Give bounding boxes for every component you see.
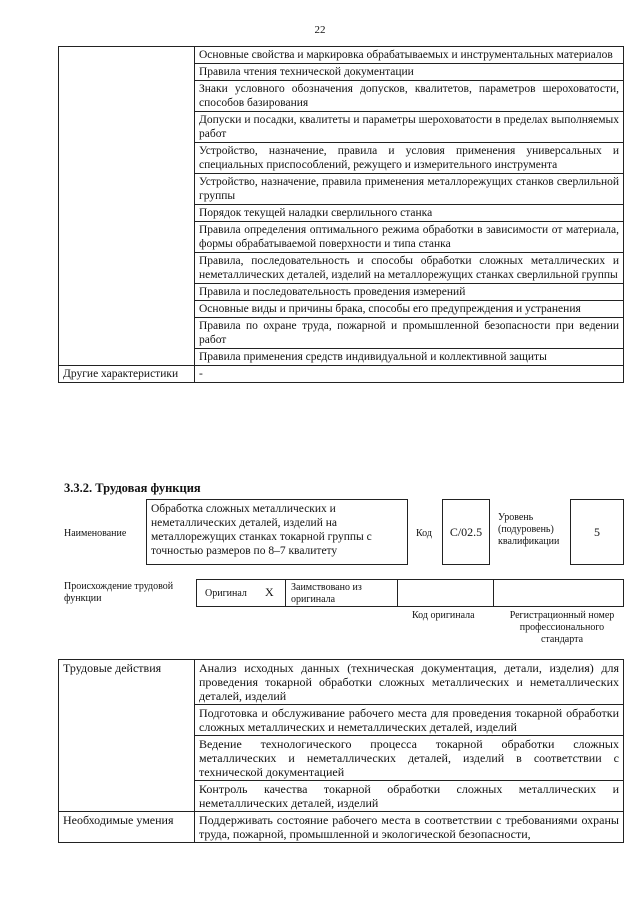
list-item: Устройство, назначение, правила и условия применения универсальных и специальных приспособлений, режущего и измерительного инструмента (195, 143, 624, 174)
knowledge-table (58, 46, 624, 383)
labor-actions-label: Трудовые действия (59, 660, 195, 812)
page-number: 22 (314, 24, 326, 36)
list-item: Порядок текущей наладки сверлильного станка (195, 205, 624, 222)
list-item: Правила определения оптимального режима обработки в зависимости от материала, формы обрабатываемой поверхности и типа станка (195, 222, 624, 253)
level-value-box: 5 (570, 499, 624, 565)
name-label: Наименование (64, 528, 127, 539)
list-item: Правила чтения технической документации (195, 64, 624, 81)
divider (285, 580, 286, 606)
list-item: Правила, последовательность и способы обработки сложных металлических и неметаллических деталей, изделий на металлорежущих станках сверлильной группы (195, 253, 624, 284)
list-item: Правила и последовательность проведения измерений (195, 284, 624, 301)
table-row (59, 47, 624, 64)
list-item: Знаки условного обозначения допусков, квалитетов, параметров шероховатости, способов базирования (195, 81, 624, 112)
list-item: Контроль качества токарной обработки сложных металлических и неметаллических деталей, изделий (195, 781, 624, 812)
code-label: Код (416, 528, 432, 539)
list-item: Ведение технологического процесса токарной обработки сложных металлических и неметаллических деталей, изделий в соответствии с технической документацией (195, 736, 624, 781)
code-value-box: C/02.5 (442, 499, 490, 565)
list-item: Подготовка и обслуживание рабочего места для проведения токарной обработки сложных металлических и неметаллических деталей, изделий (195, 705, 624, 736)
table-row (59, 812, 624, 843)
table-row (59, 660, 624, 705)
list-item: Основные виды и причины брака, способы его предупреждения и устранения (195, 301, 624, 318)
level-label: Уровень (подуровень) квалификации (498, 512, 560, 547)
function-name-box: Обработка сложных металлических и неметаллических деталей, изделий на металлорежущих станках токарной группы с точностью размеров по 8–7 квалитету (146, 499, 408, 565)
list-item: Правила применения средств индивидуальной и коллективной защиты (195, 349, 624, 366)
list-item: Основные свойства и маркировка обрабатываемых и инструментальных материалов (195, 47, 624, 64)
list-item: Поддерживать состояние рабочего места в соответствии с требованиями охраны труда, пожарной, промышленной и экологической безопасности, (195, 812, 624, 843)
origin-label: Происхождение трудовой функции (64, 581, 174, 604)
other-characteristics-label: Другие характеристики (59, 366, 195, 383)
origin-row (196, 579, 624, 607)
labor-actions-table (58, 659, 624, 843)
table-row (59, 366, 624, 383)
skills-label: Необходимые умения (59, 812, 195, 843)
original-label: Оригинал (205, 588, 247, 599)
list-item: Допуски и посадки, квалитеты и параметры шероховатости в пределах выполняемых работ (195, 112, 624, 143)
list-item: Анализ исходных данных (техническая документация, детали, изделия) для проведения токарной обработки сложных металлических и неметаллических деталей, изделий (195, 660, 624, 705)
empty-label-cell (59, 47, 195, 366)
divider (397, 580, 398, 606)
list-item: Устройство, назначение, правила применения металлорежущих станков сверлильной группы (195, 174, 624, 205)
borrowed-label: Заимствовано из оригинала (291, 582, 362, 605)
list-item: Правила по охране труда, пожарной и промышленной безопасности при ведении работ (195, 318, 624, 349)
divider (493, 580, 494, 606)
original-mark: X (265, 585, 274, 599)
other-characteristics-value: - (195, 366, 624, 383)
code-original-label: Код оригинала (412, 610, 475, 621)
section-title: 3.3.2. Трудовая функция (64, 481, 201, 495)
reg-number-label: Регистрационный номер профессионального стандарта (509, 610, 615, 645)
